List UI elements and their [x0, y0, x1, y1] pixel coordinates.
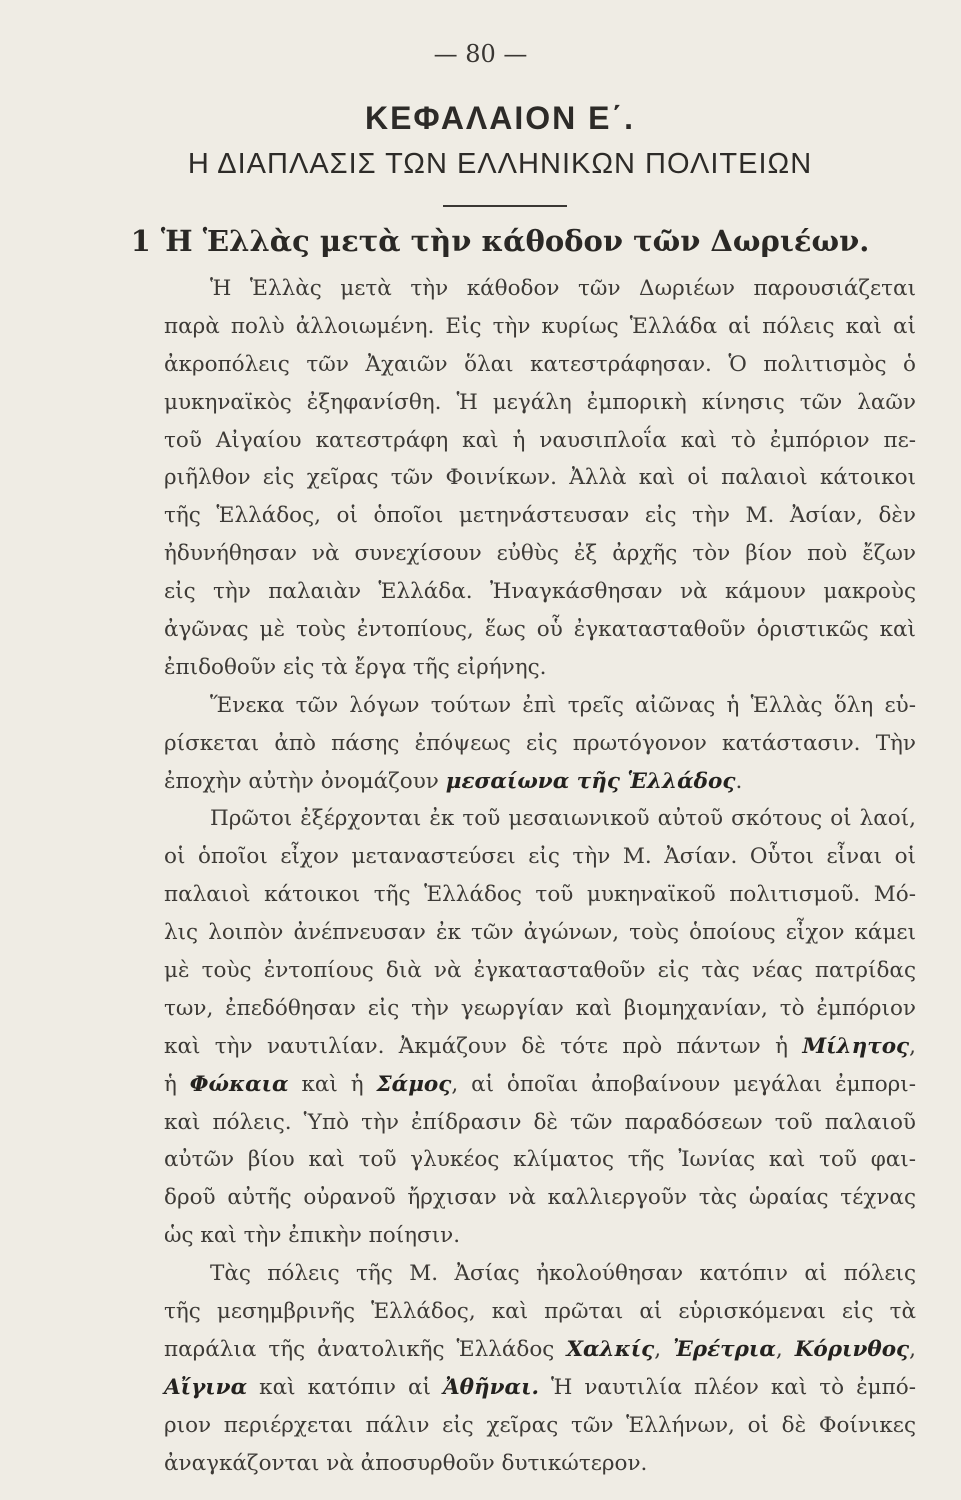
text-line: οἱ ὁποῖοι εἶχον μεταναστεύσει εἰς τὴν Μ. Ἀσίαν. Οὗτοι εἶναι οἱ	[164, 844, 916, 870]
text-line: Ἕνεκα τῶν λόγων τούτων ἐπὶ τρεῖς αἰῶνας ἡ Ἑλλὰς ὅλη εὑ-	[210, 692, 916, 718]
place-name: Μίλητος	[802, 1033, 910, 1059]
text-line: εἰς τὴν παλαιὰν Ἑλλάδα. Ἠναγκάσθησαν νὰ κάμουν μακροὺς	[164, 579, 916, 605]
text-line: ρίσκεται ἀπὸ πάσης ἐπόψεως εἰς πρωτόγονον κατάστασιν. Τὴν	[164, 730, 916, 756]
text-line: των, ἐπεδόθησαν εἰς τὴν γεωργίαν καὶ βιομηχανίαν, τὸ ἐμπόριον	[164, 995, 916, 1021]
place-name: Κόρινθος	[794, 1336, 910, 1362]
text-line: ριῆλθον εἰς χεῖρας τῶν Φοινίκων. Ἀλλὰ καὶ οἱ παλαιοὶ κάτοικοι	[164, 465, 916, 491]
chapter-title: ΚΕΦΑΛΑΙΟΝ Ε΄.	[364, 100, 636, 136]
text-line	[164, 1331, 916, 1369]
text-line: Ἡ Ἑλλὰς μετὰ τὴν κάθοδον τῶν Δωριέων παρουσιάζεται	[210, 276, 916, 301]
text-line: παλαιοὶ κάτοικοι τῆς Ἑλλάδος τοῦ μυκηναϊκοῦ πολιτισμοῦ. Μό-	[164, 882, 916, 908]
text-line	[164, 1028, 916, 1066]
text-line: τοῦ Αἰγαίου κατεστράφη καὶ ἡ ναυσιπλοΐα καὶ τὸ ἐμπόριον πε-	[164, 427, 916, 453]
divider-rule	[443, 205, 567, 207]
text-line	[164, 1369, 916, 1407]
text-line: τῆς μεσημβρινῆς Ἑλλάδος, καὶ πρῶται αἱ εὑρισκόμεναι εἰς τὰ	[164, 1299, 916, 1325]
text-line: παρὰ πολὺ ἀλλοιωμένη. Εἰς τὴν κυρίως Ἑλλάδα αἱ πόλεις καὶ αἱ	[164, 313, 916, 339]
text-span: καὶ τὴν ναυτιλίαν. Ἀκμάζουν δὲ τότε πρὸ πάντων ἡ	[164, 1033, 803, 1059]
text-span: καὶ κατόπιν αἱ	[247, 1374, 443, 1400]
chapter-subtitle: Η ΔΙΑΠΛΑΣΙΣ ΤΩΝ ΕΛΛΗΝΙΚΩΝ ΠΟΛΙΤΕΙΩΝ	[187, 148, 813, 180]
text-span: ἐποχὴν αὐτὴν ὀνομάζουν	[164, 768, 446, 794]
text-line	[164, 1066, 916, 1104]
text-line: τῆς Ἑλλάδος, οἱ ὁποῖοι μετηνάστευσαν εἰς τὴν Μ. Ἀσίαν, δὲν	[164, 503, 916, 529]
text-span: Ἡ ναυτιλία πλέον καὶ τὸ ἐμπό-	[539, 1374, 916, 1400]
text-line: ἠδυνήθησαν νὰ συνεχίσουν εὐθὺς ἐξ ἀρχῆς τὸν βίον ποὺ ἔζων	[164, 541, 916, 567]
place-name: Σάμος	[376, 1071, 452, 1097]
text-line: μυκηναϊκὸς ἐξηφανίσθη. Ἡ μεγάλη ἐμπορικὴ κίνησις τῶν λαῶν	[164, 389, 916, 415]
text-span: , αἱ ὁποῖαι ἀποβαίνουν μεγάλαι ἐμπορι-	[451, 1071, 916, 1097]
text-line: δροῦ αὐτῆς οὐρανοῦ ἤρχισαν νὰ καλλιεργοῦν τὰς ὡραίας τέχνας	[164, 1185, 916, 1211]
body-text	[164, 270, 916, 1483]
text-line: ἀκροπόλεις τῶν Ἀχαιῶν ὅλαι κατεστράφησαν. Ὁ πολιτισμὸς ὁ	[164, 351, 916, 377]
text-span: .	[735, 768, 743, 794]
text-line: λις λοιπὸν ἀνέπνευσαν ἐκ τῶν ἀγώνων, τοὺς ὁποίους εἶχον κάμει	[164, 920, 916, 946]
text-span: ,	[909, 1336, 916, 1362]
text-line: ριον περιέρχεται πάλιν εἰς χεῖρας τῶν Ἑλλήνων, οἱ δὲ Φοίνικες	[164, 1412, 916, 1438]
emphasis-term: μεσαίωνα τῆς Ἑλλάδος	[445, 768, 736, 794]
text-span: ,	[775, 1336, 795, 1362]
text-line: ἀναγκάζονται νὰ ἀποσυρθοῦν δυτικώτερον.	[164, 1450, 648, 1476]
text-span: ,	[654, 1336, 674, 1362]
place-name: Χαλκίς	[566, 1336, 655, 1362]
place-name: Ἀθῆναι.	[442, 1374, 539, 1400]
place-name: Αἴγινα	[164, 1374, 248, 1400]
text-line: μὲ τοὺς ἐντοπίους διὰ νὰ ἐγκατασταθοῦν εἰς τὰς νέας πατρίδας	[164, 958, 916, 984]
text-span: ,	[909, 1033, 916, 1059]
text-line: Τὰς πόλεις τῆς Μ. Ἀσίας ἠκολούθησαν κατόπιν αἱ πόλεις	[210, 1261, 916, 1287]
place-name: Φώκαια	[189, 1071, 289, 1097]
text-line	[164, 763, 916, 801]
text-line: ὡς καὶ τὴν ἐπικὴν ποίησιν.	[164, 1223, 461, 1249]
page-number: — 80 —	[433, 40, 528, 68]
text-span: καὶ ἡ	[288, 1071, 377, 1097]
text-line: ἀγῶνας μὲ τοὺς ἐντοπίους, ἕως οὗ ἐγκατασταθοῦν ὁριστικῶς καὶ	[164, 617, 916, 643]
text-span: ἡ	[164, 1071, 190, 1097]
text-line: καὶ πόλεις. Ὑπὸ τὴν ἐπίδρασιν δὲ τῶν παραδόσεων τοῦ παλαιοῦ	[164, 1109, 916, 1135]
text-line: ἐπιδοθοῦν εἰς τὰ ἔργα τῆς εἰρήνης.	[164, 654, 547, 680]
place-name: Ἐρέτρια	[673, 1336, 776, 1362]
text-span: παράλια τῆς ἀνατολικῆς Ἑλλάδος	[164, 1336, 567, 1362]
text-line: αὐτῶν βίου καὶ τοῦ γλυκέος κλίματος τῆς Ἰωνίας καὶ τοῦ φαι-	[164, 1147, 916, 1173]
section-heading: 1 Ἡ Ἑλλὰς μετὰ τὴν κάθοδον τῶν Δωριέων.	[130, 224, 870, 258]
text-line: Πρῶτοι ἐξέρχονται ἐκ τοῦ μεσαιωνικοῦ αὐτοῦ σκότους οἱ λαοί,	[210, 806, 916, 832]
